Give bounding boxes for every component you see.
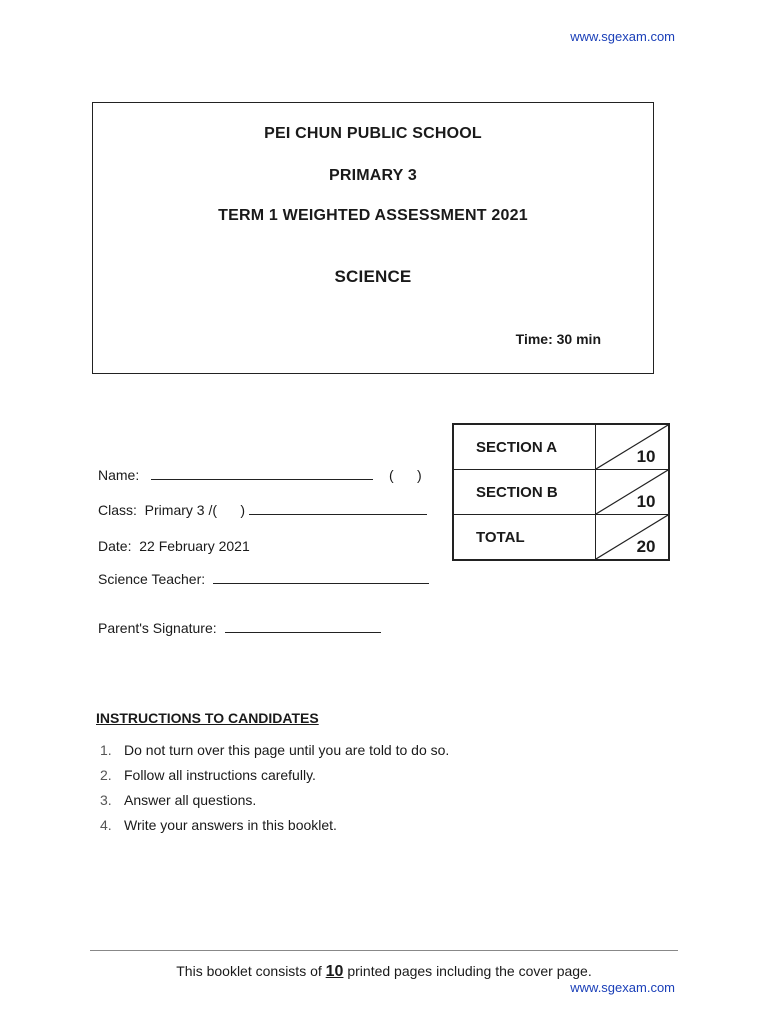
score-row-total	[453, 515, 669, 561]
school-name: PEI CHUN PUBLIC SCHOOL	[264, 125, 482, 142]
teacher-blank[interactable]	[213, 571, 429, 584]
score-max: 20	[636, 537, 656, 556]
name-field	[98, 467, 422, 483]
score-section-label: SECTION B	[453, 470, 595, 515]
score-max: 10	[636, 447, 656, 466]
class-blank[interactable]	[249, 502, 427, 515]
name-blank[interactable]	[151, 467, 373, 480]
website-link-bottom[interactable]: www.sgexam.com	[570, 980, 675, 995]
page-count-note	[0, 963, 768, 981]
instruction-item	[100, 817, 449, 842]
instructions-list	[100, 742, 449, 842]
diagonal-line-icon	[596, 470, 668, 514]
instruction-item	[100, 767, 449, 792]
page-count: 10	[325, 963, 344, 980]
class-field	[98, 502, 427, 518]
instruction-text: Do not turn over this page until you are told to do so.	[124, 742, 450, 758]
page-count-suffix: printed pages including the cover page.	[343, 963, 592, 979]
instruction-number: 2.	[100, 767, 112, 783]
diagonal-line-icon	[596, 425, 668, 469]
instruction-item	[100, 792, 449, 817]
footer-divider	[90, 950, 678, 951]
score-row-section-b	[453, 470, 669, 515]
exam-duration: Time: 30 min	[515, 331, 601, 347]
instruction-item	[100, 742, 449, 767]
title-box	[92, 102, 654, 374]
register-number-paren: ( )	[389, 467, 422, 483]
score-mark-box[interactable]	[595, 470, 669, 515]
instruction-text: Answer all questions.	[124, 792, 257, 808]
assessment-title: TERM 1 WEIGHTED ASSESSMENT 2021	[218, 207, 528, 224]
date-label: Date: 22 February 2021	[98, 538, 250, 554]
instruction-number: 3.	[100, 792, 112, 808]
teacher-field	[98, 571, 429, 587]
website-link-top[interactable]: www.sgexam.com	[570, 29, 675, 44]
instruction-text: Follow all instructions carefully.	[124, 767, 316, 783]
signature-field	[98, 620, 381, 636]
level-title: PRIMARY 3	[328, 167, 418, 184]
signature-label: Parent's Signature:	[98, 620, 217, 636]
signature-blank[interactable]	[225, 620, 381, 633]
instruction-number: 4.	[100, 817, 112, 833]
score-max: 10	[636, 492, 656, 511]
score-mark-box[interactable]	[595, 424, 669, 470]
score-section-label: SECTION A	[453, 424, 595, 470]
score-mark-box[interactable]	[595, 515, 669, 561]
date-field	[98, 538, 250, 554]
instruction-text: Write your answers in this booklet.	[124, 817, 337, 833]
score-section-label: TOTAL	[453, 515, 595, 561]
subject-title: SCIENCE	[334, 267, 412, 286]
score-row-section-a	[453, 424, 669, 470]
diagonal-line-icon	[596, 515, 668, 559]
name-label: Name:	[98, 467, 140, 483]
page-count-prefix: This booklet consists of	[176, 963, 326, 979]
instructions-heading: INSTRUCTIONS TO CANDIDATES	[96, 710, 319, 726]
class-label: Class: Primary 3 /( )	[98, 502, 246, 518]
instruction-number: 1.	[100, 742, 112, 758]
score-table	[452, 423, 670, 561]
teacher-label: Science Teacher:	[98, 571, 206, 587]
